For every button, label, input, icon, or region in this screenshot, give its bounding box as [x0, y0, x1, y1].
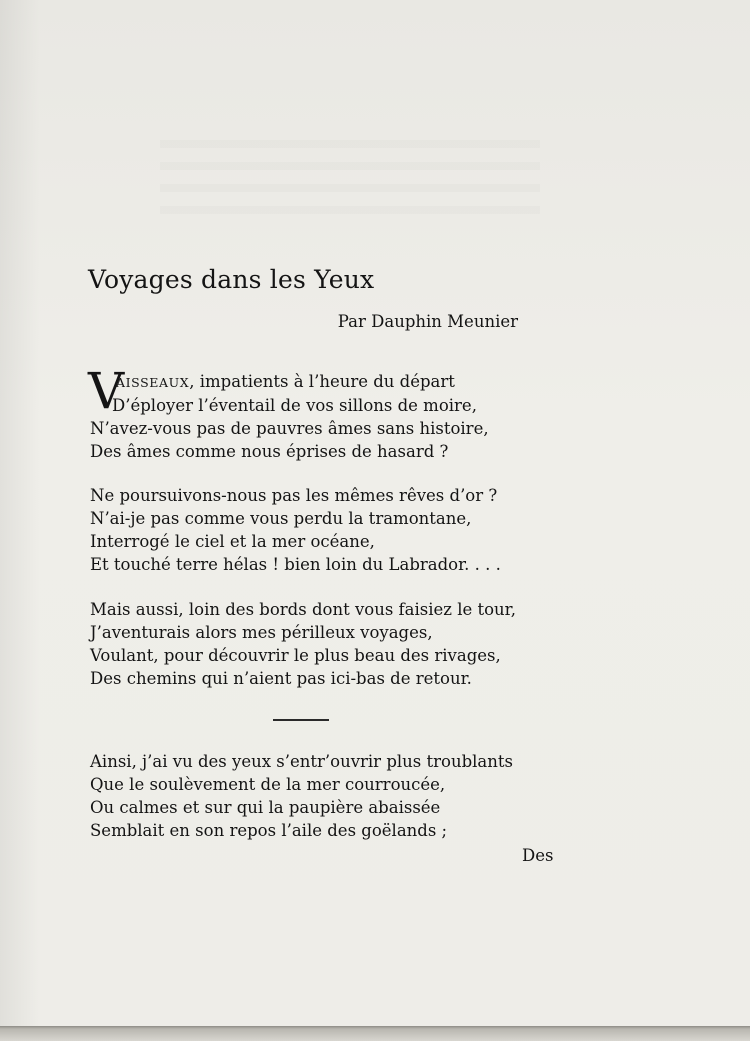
stanza-4-line-2: Que le soulèvement de la mer courroucée,: [90, 775, 446, 794]
stanza-1-line-4: Des âmes comme nous éprises de hasard ?: [90, 442, 449, 461]
catchword: Des: [522, 846, 554, 865]
stanza-1-line-1: [90, 370, 489, 394]
stanza-3-line-1: Mais aussi, loin des bords dont vous faisiez le tour,: [90, 600, 517, 619]
stanza-3-line-2: J’aventurais alors mes périlleux voyages,: [90, 623, 433, 642]
show-through-marks: [160, 140, 540, 220]
stanza-1-line-2: D’éployer l’éventail de vos sillons de moire,: [112, 396, 477, 415]
stanza-4-line-4: Semblait en son repos l’aile des goëlands ;: [90, 821, 448, 840]
drop-cap: V: [88, 362, 125, 420]
stanza-3-line-4: Des chemins qui n’aient pas ici-bas de retour.: [90, 669, 472, 688]
stanza-3-line-3: Voulant, pour découvrir le plus beau des rivages,: [90, 646, 501, 665]
stanza-2-line-1: Ne poursuivons-nous pas les mêmes rêves d’or ?: [90, 486, 498, 505]
stanza-3: [90, 598, 516, 690]
stanza-4-line-1: Ainsi, j’ai vu des yeux s’entr’ouvrir plus troublants: [90, 752, 513, 771]
poem-author: Par Dauphin Meunier: [337, 312, 518, 331]
stanza-4-line-3: Ou calmes et sur qui la paupière abaissée: [90, 798, 441, 817]
stanza-2-line-3: Interrogé le ciel et la mer océane,: [90, 532, 375, 551]
page-bottom-edge: [0, 1026, 750, 1041]
poem-title: Voyages dans les Yeux: [88, 265, 375, 294]
line-text: , impatients à l’heure du départ: [189, 372, 455, 391]
stanza-2-line-2: N’ai-je pas comme vous perdu la tramontane,: [90, 509, 472, 528]
stanza-1-line-3: N’avez-vous pas de pauvres âmes sans histoire,: [90, 419, 489, 438]
stanza-2-line-4: Et touché terre hélas ! bien loin du Labrador. . . .: [90, 555, 501, 574]
stanza-1: [88, 362, 489, 463]
stanza-2: [90, 484, 501, 576]
small-caps-word: AISSEAUX: [116, 375, 190, 390]
stanza-4: [90, 750, 513, 842]
section-divider: [273, 719, 329, 721]
